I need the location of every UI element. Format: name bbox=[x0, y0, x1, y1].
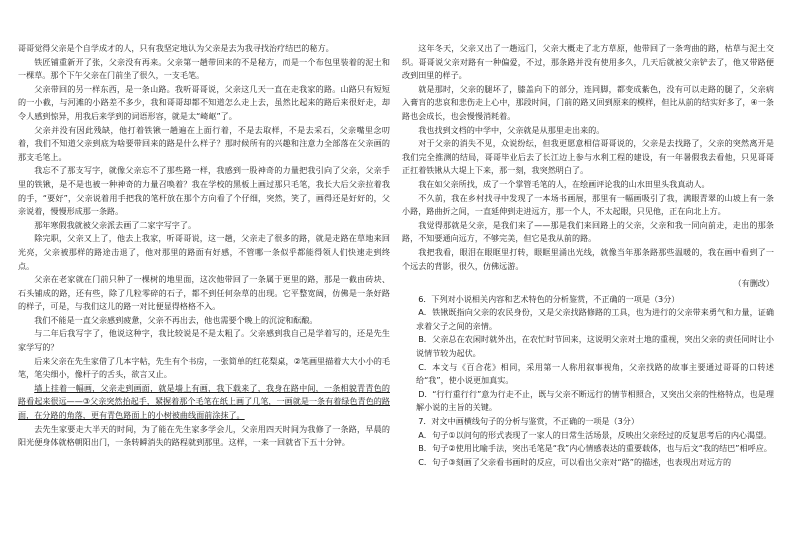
question-6-option-d bbox=[402, 388, 774, 415]
paragraph: 对于父亲的消失不见，众说纷纭，但我更愿意相信哥哥说的，父亲是去找路了，父亲的突然离开是我们完全推测的结局，哥哥毕业后去了长江边上参与水利工程的建设，有一年暑假我去看他，只见哥哥正扛着铁锹从大堤上下来，那一刻，我突然明白了。 bbox=[402, 138, 774, 176]
option-text: 铁锹既指向父亲的农民身份，又是父亲找路修路的工具，也为进行的父亲带来勇气和力量，证确求着父子之间的亲情。 bbox=[416, 307, 774, 331]
paragraph: 铁匠铺重新开了张，父亲没有再来。父亲第一趟带回来的不是秘方，而是一个布包里装着的泥土和一棵草。那个下午父亲在门前坐了很久，一支毛笔。 bbox=[18, 56, 390, 81]
option-label: B． bbox=[418, 443, 432, 454]
source-note: （有删改） bbox=[733, 278, 774, 289]
option-label: C． bbox=[418, 456, 432, 467]
question-6-stem: 6．下列对小说相关内容和艺术特色的分析鉴赏，不正确的一项是（3分） bbox=[418, 293, 680, 304]
question-7-stem: 7．对文中画横线句子的分析与鉴赏，不正确的一项是（3分） bbox=[418, 416, 639, 427]
paragraph: 除完职，父亲又上了，他去上我家，听哥哥说，这一趟，父亲走了很多的路，就是走路在草地来回光亮，父亲被那样的路途击退了，他对那里的路面有好感，不管哪一条似乎都能得领人们快速走到终点。 bbox=[18, 233, 390, 271]
paragraph-underlined-4: 就是那时，父亲的腿坏了，膝盖向下的部分，连同脚，都变成紫色，没有可以走路的腿了，父亲病入膏肓的悲哀和悲伤走上心中，那段时间，门前的路又回到原来的模样，但比从前的结实好多了，④一条路也会成长，也会慢慢消耗着。 bbox=[402, 83, 774, 121]
option-text: 句子②使用比喻手法，突出毛笔是“我”内心情感表达的重要载体，也与后文“我的结巴”相呼应。 bbox=[432, 443, 772, 454]
option-text: 句子①以问句的形式表现了一家人的日常生活场景，反映出父亲经过的反复思考后的内心渴望。 bbox=[432, 429, 772, 440]
option-label: B． bbox=[418, 334, 432, 345]
paragraph-underlined-3: 墙上挂着一幅画，父亲走到画面，就是墙上有画，我下载来了，我身在路中间，一条相貌青青色的路看起来很远——③父亲突然抬起手，紧握着那个毛笔在纸上画了几笔，一画就是一条有着绿色青色的路面，在分路的角落，更有青色路面上的小树被曲线面前涂抹了。 bbox=[18, 382, 390, 421]
question-7-option-b bbox=[402, 442, 774, 456]
option-text: 父亲总在农闲时就外出，在农忙时节回来，这说明父亲对土地的重视，突出父亲的责任同时让小说情节较为起伏。 bbox=[416, 334, 774, 359]
paragraph: 我把我看，眼泪在眼眶里打转，眼眶里涌出光线，就像当年那条路那些温暖的，我在画中看到了一个远去的背影，很久，仿佛远游。 bbox=[402, 246, 774, 271]
question-7-option-a bbox=[402, 429, 774, 443]
paragraph: 我在如父亲所找，成了一个掌管毛笔的人，在绘画评论我的山水田里头我真动人。 bbox=[418, 178, 710, 189]
paragraph: 父亲在老家就在门前只种了一棵树的地里面，这次他带回了一条属于更里的路，那是一截由砖块、石头铺成的路，还有些，除了几粒零碎的石子，都不到任何杂草的出现。它平整宽阔，仿佛是一条好路的样子，可是，与我们这儿的路一对比便显得格格不入。 bbox=[18, 274, 390, 312]
paragraph: 哥哥觉得父亲是个自学成才的人，只有我坚定地认为父亲是去为我寻找治疗结巴的秘方。 bbox=[18, 43, 334, 53]
option-label: A． bbox=[418, 429, 432, 440]
question-6-option-b bbox=[402, 333, 774, 360]
paragraph: 我忘不了那支写字，就像父亲忘不了那些路一样，我感到一股神奇的力量把我引向了父亲，父亲手里的铁锹，是不是也被一种神奇的力量召唤着？我在学校的黑板上画过那只毛笔，我长大后父亲拉着我的手，“要好”，父亲说着用手把我的笔杆放在那个方向看了个仔细，突然，笑了，画得还是好好的，父亲说着，慢慢形成那一条路。 bbox=[18, 165, 390, 217]
option-label: D． bbox=[418, 388, 433, 399]
paragraph: 父亲并没有因此残缺，他打着铁锹一趟遍在上面行着，不是去取样，不是去采石，父亲嘴里念叨着，我们不知道父亲到底为啥要带回来的路是什么样子？那时候所有的兴趣和注意力全部落在父亲画的那支毛笔上。 bbox=[18, 124, 390, 162]
paragraph: 我也找到文档的中学中，父亲就是从那里走出来的。 bbox=[418, 124, 605, 135]
paragraph: 我们不能是一直父亲感到疲惫，父亲不再出去，他也需要个晚上的沉淀和酝酿。 bbox=[34, 314, 318, 325]
paragraph: 去先生家要走大半天的时间，为了能在先生家多学会儿，父亲用四天时间为我修了一条路，早晨的阳光便身体就格朝阳出门，一条转瞬消失的路程就到那里。这样，一来一回就省下五十分钟。 bbox=[18, 423, 390, 448]
paragraph: 那年寒假我就被父亲派去画了二家字写字了。 bbox=[34, 219, 197, 230]
option-text: 句子③刻画了父亲看书画时的反应，可以看出父亲对“路”的描述，也表现出对远方的 bbox=[432, 456, 732, 467]
option-text: “行行重行行”意为行走不止，既与父亲不断远行的情节相照合，又突出父亲的性格特点，也是理解小说的主旨的关键。 bbox=[416, 388, 774, 413]
option-text: 本文与《百合花》相同，采用第一人称用叙事视角，父亲找路的故事主要通过哥哥的口转述给“我”，使小说更加真实。 bbox=[416, 361, 774, 386]
option-label: C． bbox=[418, 361, 432, 372]
paragraph: 不久前，我在乡村找寻中发现了一本场书画展，那里有一幅画吸引了我，满眼青翠的山坡上有一条小路，路曲折之间，一直延伸到走进远方，那一个人，不太起眼，只见他，正在向北上方。 bbox=[402, 192, 774, 217]
paragraph: 与二年后我写字了，他说这种字，我比较说是不是太粗了。父亲感到我自己是学着写的，还是先生家学写的？ bbox=[18, 328, 390, 353]
right-column bbox=[402, 42, 774, 469]
paragraph: 父亲带回的另一样东西，是一条山路。我听哥哥说，父亲这几天一直在走我家的路。山路只有短短的一小截，与河滩的小路差不多少，我和哥哥却都不知道怎么走上去，虽然比起来的路后来很好走，却令人感到惊异，用我后来学到的词语形容，就是太“崎岖”了。 bbox=[18, 83, 390, 121]
left-column bbox=[18, 42, 390, 450]
option-label: A． bbox=[418, 307, 432, 318]
paragraph: 我觉得那就是父亲，是我们来了——那是我们来回路上的父亲，父亲和我一同向前走，走出的那条路，不知要通向远方，不够完美，但它是我从前的路。 bbox=[402, 219, 774, 244]
paragraph-underlined-2: 后来父亲在先生家借了几本字帖，先生有个书房，一张简单的红花梨桌，②笔画里描着大大小小的毛笔，笔尖细小，像杆子的舌头，欲言又止。 bbox=[18, 355, 390, 380]
question-6-option-a bbox=[402, 306, 774, 333]
paragraph: 这年冬天，父亲又出了一趟远门，父亲大概走了北方草原，他带回了一条弯曲的路，枯草与泥土交织。哥哥说父亲对路有一种偏爱，不过，那条路并没有使用多久，几天后就被父亲铲去了，他又带路便改到田里的样子。 bbox=[402, 43, 774, 81]
question-6-option-c bbox=[402, 361, 774, 388]
question-7-option-c bbox=[402, 456, 774, 470]
